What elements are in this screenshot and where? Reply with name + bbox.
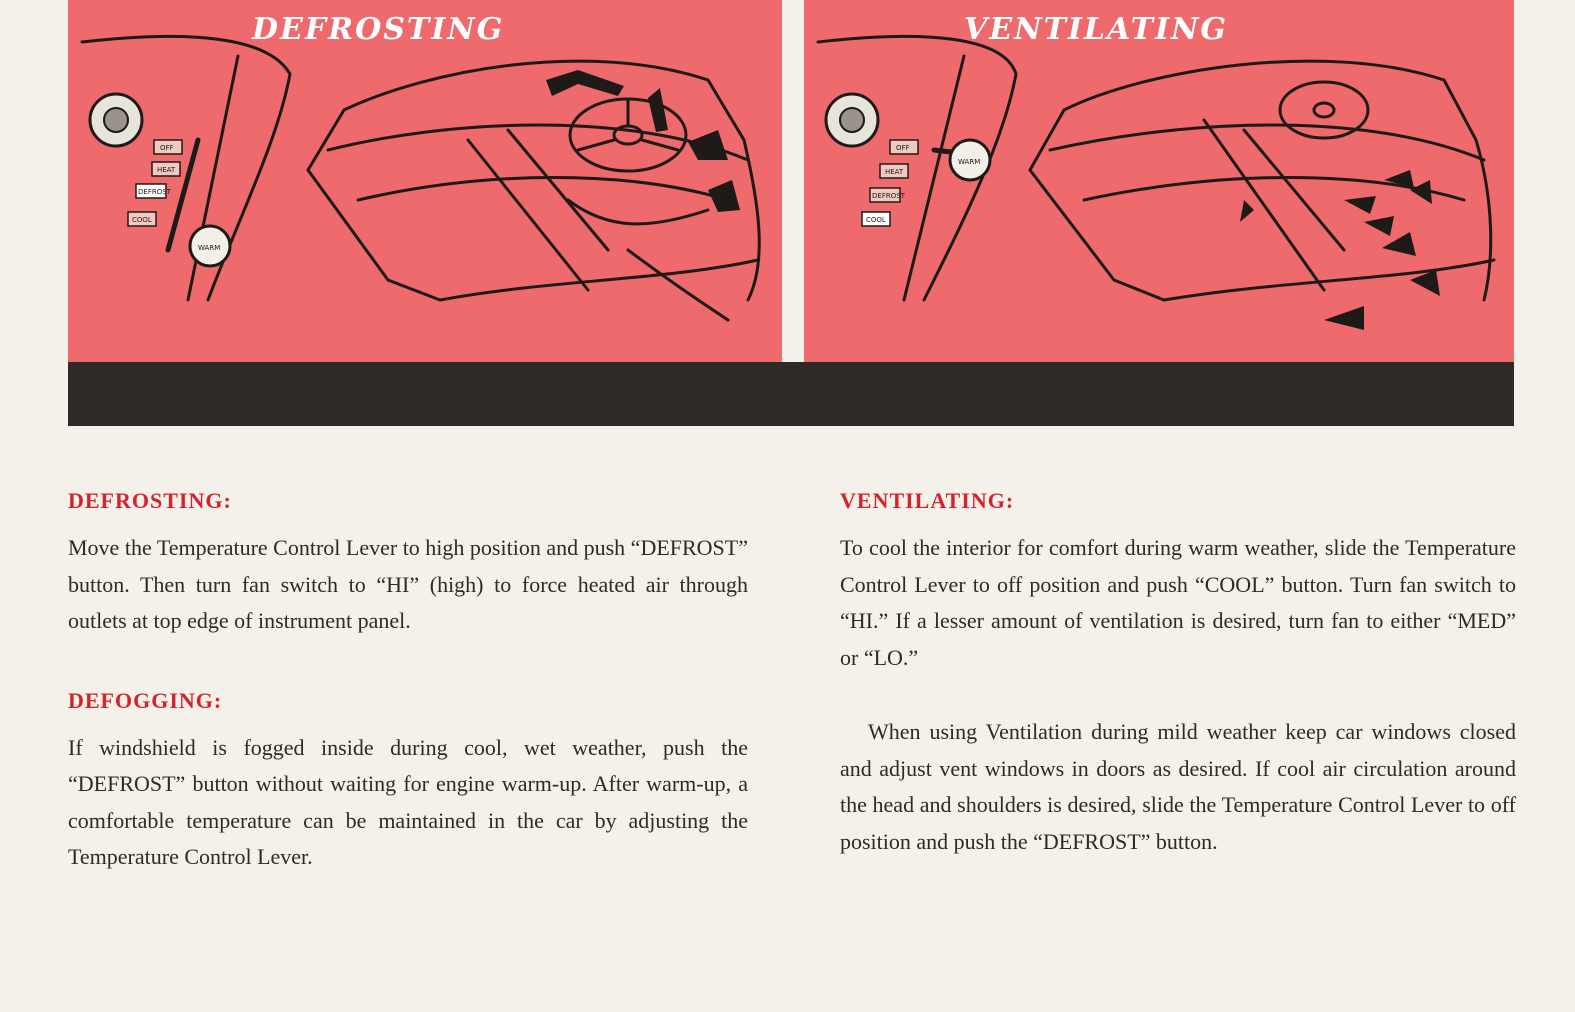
right-text-column: [840, 480, 1516, 860]
heat-button-label: HEAT: [885, 168, 904, 176]
defrost-button-label: DEFROST: [872, 192, 905, 200]
heat-button-label: HEAT: [157, 166, 176, 174]
defrosting-caption: DEFROSTING: [252, 12, 505, 47]
ventilating-paragraph-2: When using Ventilation during mild weather keep car windows closed and adjust vent windows in doors as desired. If cool air circulation around the head and shoulders is desired, slide the Temperature Control Lever to off position and push the “DEFROST” button.: [840, 719, 1516, 854]
left-text-column: [68, 480, 748, 876]
cool-button-label: COOL: [866, 216, 886, 224]
warm-knob-label: WARM: [958, 158, 981, 166]
ventilating-paragraph-1: To cool the interior for comfort during warm weather, slide the Temperature Control Lever to off position and push “COOL” button. Turn fan switch to “HI.” If a lesser amount of ventilation is desired, turn fan to either “MED” or “LO.”: [840, 535, 1516, 670]
defrosting-illustration: [68, 0, 782, 362]
ventilating-illustration: [804, 0, 1514, 362]
defrosting-paragraph: Move the Temperature Control Lever to high position and push “DEFROST” button. Then turn fan switch to “HI” (high) to force heated air through outlets at top edge of instrument panel.: [68, 535, 748, 633]
ventilating-heading: VENTILATING:: [840, 488, 1015, 513]
defrosting-heading: DEFROSTING:: [68, 488, 232, 513]
off-button-label: OFF: [160, 144, 174, 152]
defogging-heading: DEFOGGING:: [68, 687, 223, 713]
defrosting-dashboard-drawing: [68, 0, 782, 362]
cool-button-label: COOL: [132, 216, 152, 224]
off-button-label: OFF: [896, 144, 910, 152]
warm-knob-label: WARM: [198, 244, 221, 252]
defrost-button-label: DEFROST: [138, 188, 171, 196]
defogging-paragraph: If windshield is fogged inside during cool, wet weather, push the “DEFROST” button without waiting for engine warm-up. After warm-up, a comfortable temperature can be maintained in the car by adjusting the Temperature Control Lever.: [68, 734, 748, 869]
ventilating-caption: VENTILATING: [964, 12, 1229, 47]
ventilating-dashboard-drawing: [804, 0, 1514, 362]
caption-banner: [68, 362, 1514, 426]
